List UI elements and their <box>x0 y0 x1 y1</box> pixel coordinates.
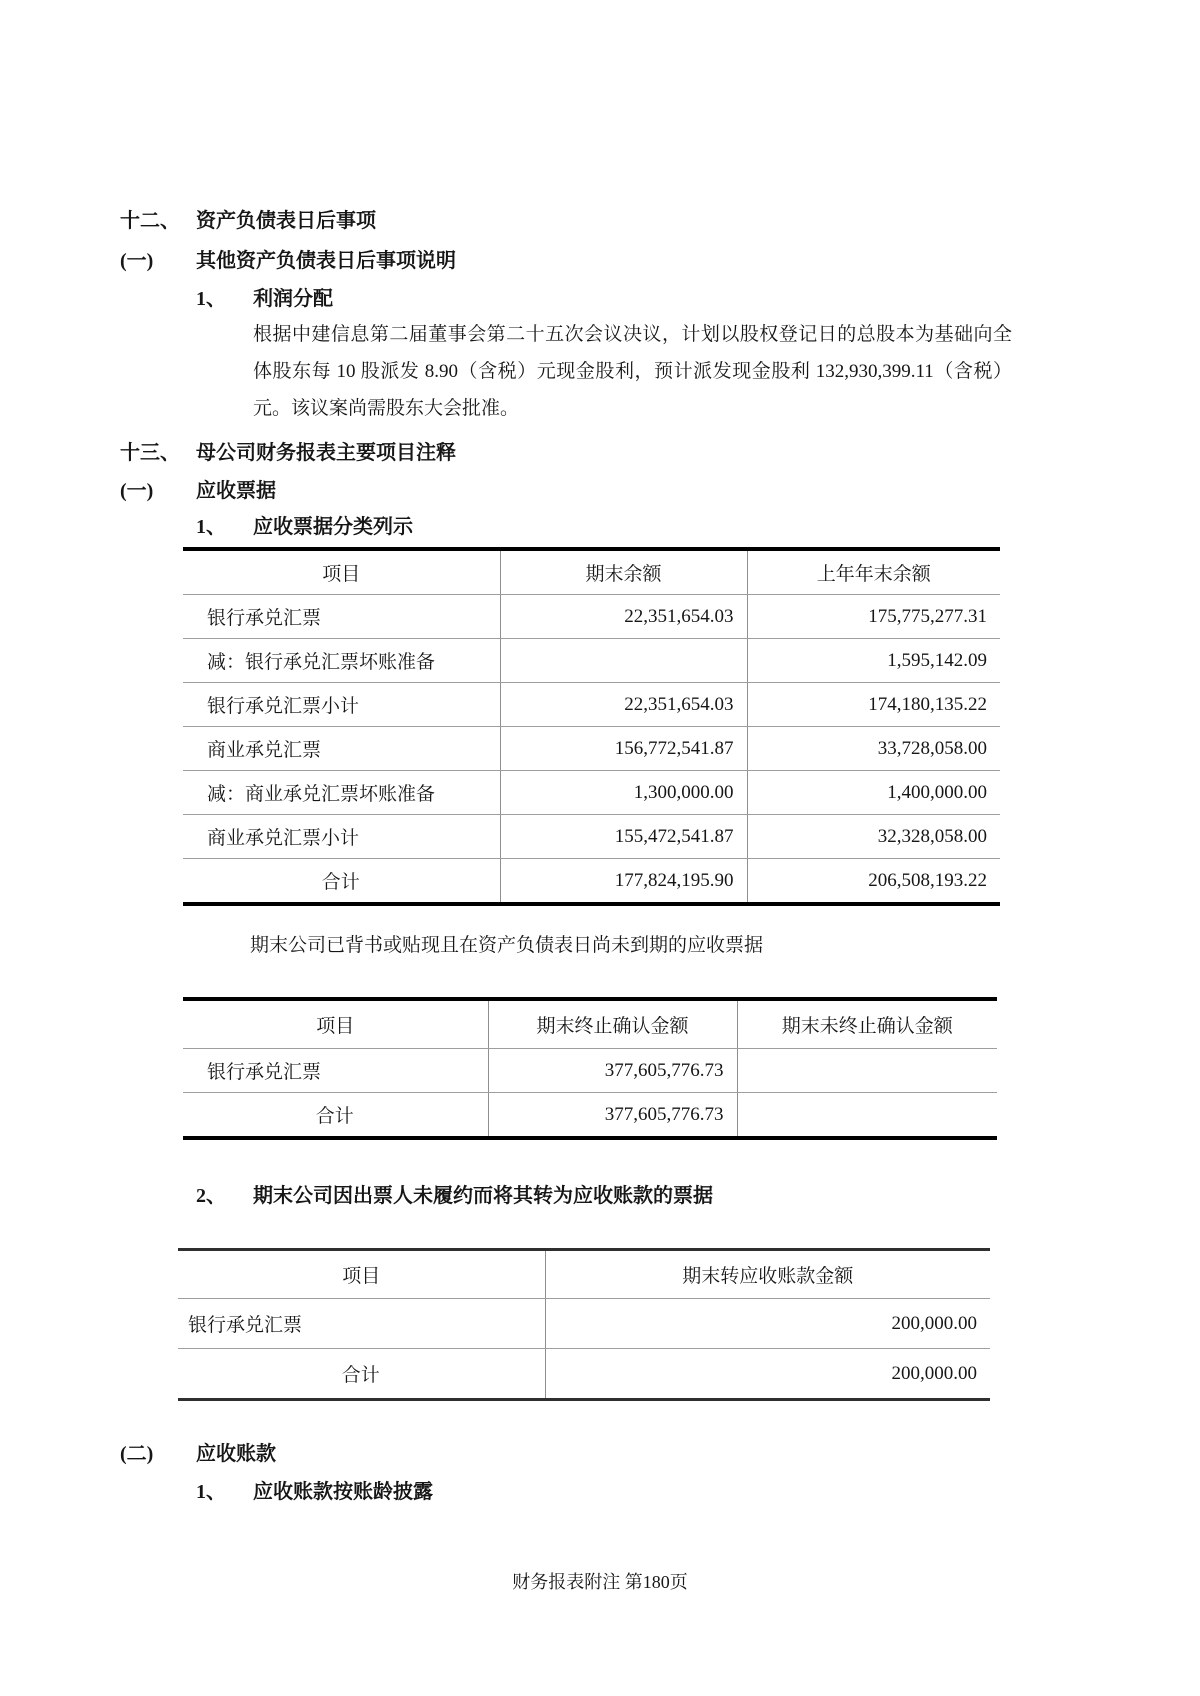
cell-value: 33,728,058.00 <box>747 727 1000 771</box>
table-row <box>178 1299 990 1349</box>
heading-title: 应收账款 <box>196 1443 276 1465</box>
row-label-total: 合计 <box>183 859 500 905</box>
heading-label: (一) <box>120 480 154 502</box>
heading-label: 1、 <box>196 288 226 310</box>
bills-classification-table <box>183 547 1000 906</box>
transferred-bills-table <box>178 1248 990 1401</box>
column-header: 项目 <box>183 549 500 595</box>
table-header-row <box>183 549 1000 595</box>
heading-label: 十三、 <box>120 442 180 464</box>
heading-title: 应收账款按账龄披露 <box>253 1481 433 1503</box>
cell-value: 1,300,000.00 <box>500 771 747 815</box>
cell-value: 174,180,135.22 <box>747 683 1000 727</box>
heading-title: 应收票据分类列示 <box>253 516 413 538</box>
table-row <box>178 1349 990 1400</box>
page-footer: 财务报表附注 第180页 <box>512 1572 688 1592</box>
column-header: 上年年末余额 <box>747 549 1000 595</box>
row-label: 减：银行承兑汇票坏账准备 <box>183 639 500 683</box>
heading-label: 2、 <box>196 1185 226 1207</box>
column-header: 期末终止确认金额 <box>488 999 737 1049</box>
row-label-total: 合计 <box>178 1349 545 1400</box>
endorsed-bills-note: 期末公司已背书或贴现且在资产负债表日尚未到期的应收票据 <box>250 935 764 956</box>
table-row <box>183 815 1000 859</box>
cell-value: 377,605,776.73 <box>488 1093 737 1139</box>
cell-value: 200,000.00 <box>891 1362 977 1384</box>
cell-value: 32,328,058.00 <box>747 815 1000 859</box>
row-label-total: 合计 <box>183 1093 488 1139</box>
table-row <box>183 727 1000 771</box>
table-row <box>183 859 1000 905</box>
heading-label: (二) <box>120 1443 154 1465</box>
row-label: 商业承兑汇票小计 <box>183 815 500 859</box>
heading-title: 母公司财务报表主要项目注释 <box>196 442 456 464</box>
cell-value: 1,595,142.09 <box>747 639 1000 683</box>
cell-value: 156,772,541.87 <box>500 727 747 771</box>
cell-value <box>737 1049 997 1093</box>
table-row <box>183 1049 997 1093</box>
heading-label: 1、 <box>196 516 226 538</box>
heading-title: 资产负债表日后事项 <box>196 210 376 232</box>
table-header-row <box>178 1250 990 1299</box>
row-label: 商业承兑汇票 <box>183 727 500 771</box>
cell-value <box>737 1093 997 1139</box>
heading-title: 利润分配 <box>253 288 333 310</box>
column-header: 项目 <box>183 999 488 1049</box>
cell-value: 22,351,654.03 <box>500 595 747 639</box>
cell-value: 175,775,277.31 <box>747 595 1000 639</box>
column-header: 期末未终止确认金额 <box>737 999 997 1049</box>
cell-value <box>500 639 747 683</box>
table-row <box>183 639 1000 683</box>
cell-value: 155,472,541.87 <box>500 815 747 859</box>
table-row <box>183 771 1000 815</box>
cell-value: 1,400,000.00 <box>747 771 1000 815</box>
table-row <box>183 595 1000 639</box>
cell-value: 377,605,776.73 <box>488 1049 737 1093</box>
heading-title: 应收票据 <box>196 480 276 502</box>
heading-label: 十二、 <box>120 210 180 232</box>
endorsed-bills-table <box>183 997 997 1140</box>
row-label: 银行承兑汇票 <box>178 1299 545 1349</box>
row-label: 银行承兑汇票小计 <box>183 683 500 727</box>
cell-value: 22,351,654.03 <box>500 683 747 727</box>
column-header: 期末转应收账款金额 <box>545 1250 990 1299</box>
column-header: 期末余额 <box>500 549 747 595</box>
cell-value: 177,824,195.90 <box>500 859 747 905</box>
heading-title: 期末公司因出票人未履约而将其转为应收账款的票据 <box>253 1185 713 1207</box>
table-header-row <box>183 999 997 1049</box>
table-row <box>183 683 1000 727</box>
heading-title: 其他资产负债表日后事项说明 <box>196 250 456 272</box>
table-row <box>183 1093 997 1139</box>
heading-label: 1、 <box>196 1481 226 1503</box>
paragraph-line: 体股东每 10 股派发 8.90（含税）元现金股利，预计派发现金股利 132,930,399.11（含税） <box>253 361 1012 382</box>
cell-value: 206,508,193.22 <box>868 869 987 891</box>
row-label: 减：商业承兑汇票坏账准备 <box>183 771 500 815</box>
paragraph-line: 元。该议案尚需股东大会批准。 <box>253 398 520 419</box>
column-header: 项目 <box>178 1250 545 1299</box>
row-label: 银行承兑汇票 <box>183 1049 488 1093</box>
row-label: 银行承兑汇票 <box>183 595 500 639</box>
heading-label: (一) <box>120 250 154 272</box>
cell-value: 200,000.00 <box>545 1299 990 1349</box>
paragraph-line: 根据中建信息第二届董事会第二十五次会议决议，计划以股权登记日的总股本为基础向全 <box>253 324 1012 345</box>
